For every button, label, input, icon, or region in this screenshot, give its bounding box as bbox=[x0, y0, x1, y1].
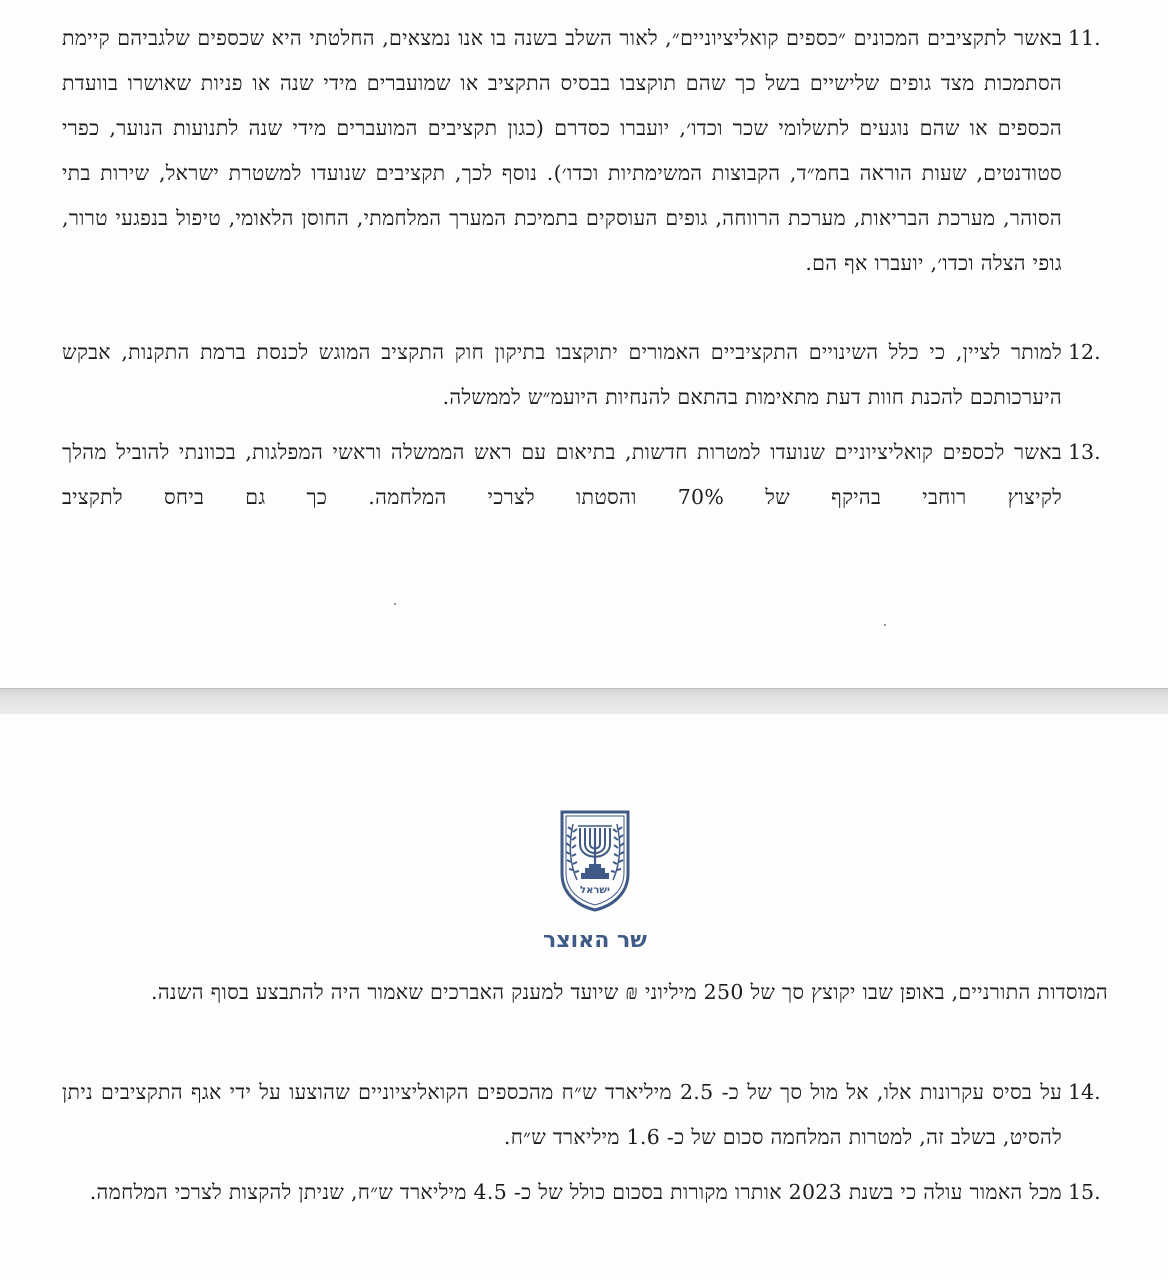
paragraph-text: על בסיס עקרונות אלו, אל מול סך של כ- 2.5 מיליארד ש״ח מהכספים הקואליציוניים שהוצעו על ידי אגף התקציבים ניתן להסיט, בשלב זה, למטרות המלחמה סכום של כ- 1.6 מיליארד ש״ח. bbox=[62, 1080, 1062, 1149]
paragraph-text: באשר לתקציבים המכונים ״כספים קואליציוניים״, לאור השלב בשנה בו אנו נמצאים, החלטתי היא שכספים שלגביהם קיימת הסתמכות מצד גופים שלישיים בשל כך שהם תוקצבו בבסיס התקציב או שמועברים מידי שנה או פניות שאושרו בוועדת הכספים או שהם נוגעים לתשלומי שכר וכדו׳, יועברו כסדרם (כגון תקציבים המועברים מידי שנה לתנועות הנוער, כפרי סטודנטים, שעות הוראה בחמ״ד, הקבוצות המשימתיות וכדו׳). נוסף לכך, תקציבים שנועדו למשטרת ישראל, שירות בתי הסוהר, מערכת הבריאות, מערכת הרווחה, גופים העוסקים בתמיכת המערך המלחמתי, החוסן הלאומי, טיפול בנפגעי טרור, גופי הצלה וכדו׳, יועברו אף הם. bbox=[62, 26, 1062, 275]
paragraph-number: 14. bbox=[1068, 1080, 1101, 1104]
ministry-title: שר האוצר bbox=[543, 928, 647, 953]
paragraph-text: מכל האמור עולה כי בשנת 2023 אותרו מקורות בסכום כולל של כ- 4.5 מיליארד ש״ח, שניתן להקצות לצרכי המלחמה. bbox=[89, 1180, 1062, 1204]
paragraph-number: 13. bbox=[1068, 440, 1101, 464]
paragraph-text: באשר לכספים קואליציוניים שנועדו למטרות חדשות, בתיאום עם ראש הממשלה וראשי המפלגות, בכוונתי להוביל מהלך לקיצוץ רוחבי בהיקף של 70% והסטתו לצרכי המלחמה. כך גם ביחס לתקציב bbox=[62, 440, 1062, 509]
paragraph-text: למותר לציין, כי כלל השינויים התקציביים האמורים יתוקצבו בתיקון חוק התקציב המוגש לכנסת ברמת התקנות, אבקש היערכותכם להכנת חוות דעת מתאימות בהתאם להנחיות היועמ״ש לממשלה. bbox=[62, 340, 1062, 409]
paragraph-number: 12. bbox=[1068, 340, 1101, 364]
paragraph-12 bbox=[62, 330, 1108, 422]
scan-speck bbox=[394, 603, 396, 605]
paragraph-11 bbox=[62, 16, 1108, 316]
state-emblem-icon bbox=[558, 808, 632, 912]
page-separator bbox=[0, 688, 1168, 716]
scan-speck bbox=[884, 624, 886, 626]
paragraph-number: 11. bbox=[1068, 26, 1101, 50]
emblem-label: ישראל bbox=[580, 885, 610, 896]
paragraph-14 bbox=[62, 1070, 1108, 1162]
paragraph-number: 15. bbox=[1068, 1180, 1101, 1204]
paragraph-13 bbox=[62, 430, 1108, 522]
paragraph-15 bbox=[62, 1170, 1108, 1262]
continuation-paragraph: המוסדות התורניים, באופן שבו יקוצץ סך של 250 מיליוני ₪ שיועד למענק האברכים שאמור היה להתבצע בסוף השנה. bbox=[151, 980, 1108, 1004]
